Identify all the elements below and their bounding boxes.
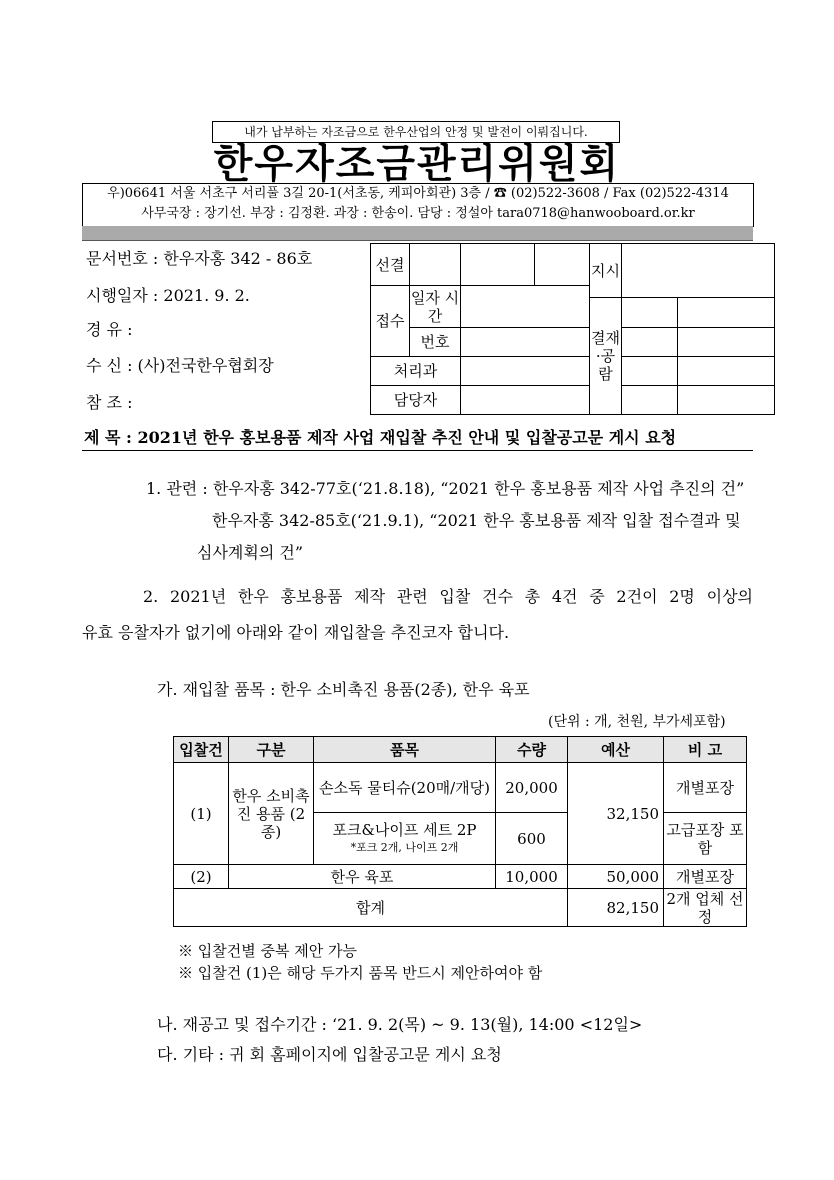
row1b-item: 포크&나이프 세트 2P bbox=[332, 820, 477, 839]
approval-circulation-label: 결재·공람 bbox=[590, 298, 622, 415]
address-line: 우)06641 서울 서초구 서리풀 3길 20-1(서초동, 케피아회관) 3층 / ☎ (02)522-3608 / Fax (02)522-4314 bbox=[107, 186, 729, 201]
row2-item: 한우 육포 bbox=[229, 865, 496, 889]
header-item: 품목 bbox=[314, 737, 496, 763]
item-na: 나. 재공고 및 접수기간 : ‘21. 9. 2(목) ~ 9. 13(월), 14:00 <12일> bbox=[157, 1015, 643, 1034]
row2-remarks: 개별포장 bbox=[664, 865, 747, 889]
issue-date: 시행일자 : 2021. 9. 2. bbox=[86, 286, 250, 305]
row1b-item-detail: *포크 2개, 나이프 2개 bbox=[350, 840, 459, 854]
note-1: ※ 입찰건별 중복 제안 가능 bbox=[178, 942, 357, 960]
date-time-label: 일자 시간 bbox=[410, 286, 461, 328]
address-box bbox=[82, 183, 754, 227]
row1-budget: 32,150 bbox=[568, 763, 664, 865]
seongyeol-label: 선결 bbox=[371, 244, 410, 286]
header-quantity: 수량 bbox=[496, 737, 568, 763]
row1a-quantity: 20,000 bbox=[496, 763, 568, 813]
via-line: 경 유 : bbox=[86, 320, 133, 339]
row1a-item: 손소독 물티슈(20매/개당) bbox=[314, 763, 496, 813]
row1b-remarks: 고급포장 포함 bbox=[664, 813, 747, 865]
total-label: 합계 bbox=[174, 889, 568, 927]
item-ga: 가. 재입찰 품목 : 한우 소비촉진 용품(2종), 한우 육포 bbox=[157, 680, 530, 699]
para2-line2: 유효 응찰자가 없기에 아래와 같이 재입찰을 추진코자 합니다. bbox=[82, 623, 510, 642]
total-budget: 82,150 bbox=[568, 889, 664, 927]
row1b-item-cell bbox=[314, 813, 496, 865]
reference-line: 참 조 : bbox=[86, 393, 133, 412]
processing-dept-label: 처리과 bbox=[371, 357, 461, 386]
header-band bbox=[82, 226, 753, 241]
staff-line: 사무국장 : 장기선. 부장 : 김정환. 과장 : 한송이. 담당 : 정설아 tara0718@hanwooboard.or.kr bbox=[141, 206, 695, 221]
jisi-label: 지시 bbox=[590, 244, 622, 298]
doc-number: 문서번호 : 한우자홍 342 - 86호 bbox=[86, 249, 313, 268]
row1-bid-no: (1) bbox=[174, 763, 229, 865]
organization-name: 한우자조금관리위원회 bbox=[213, 140, 621, 187]
approval-table bbox=[370, 243, 775, 415]
slogan-box: 내가 납부하는 자조금으로 한우산업의 안정 및 발전이 이뤄집니다. bbox=[212, 121, 620, 143]
row1a-remarks: 개별포장 bbox=[664, 763, 747, 813]
jeopsu-label: 접수 bbox=[371, 286, 410, 357]
row1-category: 한우 소비촉진 용품 (2종) bbox=[229, 763, 314, 865]
header-remarks: 비 고 bbox=[664, 737, 747, 763]
subject-line: 제 목 : 2021년 한우 홍보용품 제작 사업 재입찰 추진 안내 및 입찰공고문 게시 요청 bbox=[84, 428, 677, 447]
recipient-line: 수 신 : (사)전국한우협회장 bbox=[86, 356, 274, 375]
total-remarks: 2개 업체 선정 bbox=[664, 889, 747, 927]
row2-bid-no: (2) bbox=[174, 865, 229, 889]
row2-budget: 50,000 bbox=[568, 865, 664, 889]
rebid-items-table bbox=[173, 736, 747, 927]
person-in-charge-label: 담당자 bbox=[371, 386, 461, 415]
row1b-quantity: 600 bbox=[496, 813, 568, 865]
item-da: 다. 기타 : 귀 회 홈페이지에 입찰공고문 게시 요청 bbox=[157, 1045, 502, 1064]
para1-line2: 한우자홍 342-85호(‘21.9.1), “2021 한우 홍보용품 제작 입찰 접수결과 및 bbox=[212, 511, 741, 530]
header-category: 구분 bbox=[229, 737, 314, 763]
header-bid: 입찰건 bbox=[174, 737, 229, 763]
para1-line1: 1. 관련 : 한우자홍 342-77호(‘21.8.18), “2021 한우 홍보용품 제작 사업 추진의 건” bbox=[146, 479, 745, 498]
unit-note: (단위 : 개, 천원, 부가세포함) bbox=[548, 714, 726, 730]
para1-line3: 심사계획의 건” bbox=[197, 543, 304, 562]
row2-quantity: 10,000 bbox=[496, 865, 568, 889]
number-label: 번호 bbox=[410, 328, 461, 357]
note-2: ※ 입찰건 (1)은 해당 두가지 품목 반드시 제안하여야 함 bbox=[178, 964, 543, 982]
subject-divider bbox=[82, 450, 753, 451]
para2-line1: 2. 2021년 한우 홍보용품 제작 관련 입찰 건수 총 4건 중 2건이 2명 이상의 bbox=[143, 587, 753, 606]
header-budget: 예산 bbox=[568, 737, 664, 763]
